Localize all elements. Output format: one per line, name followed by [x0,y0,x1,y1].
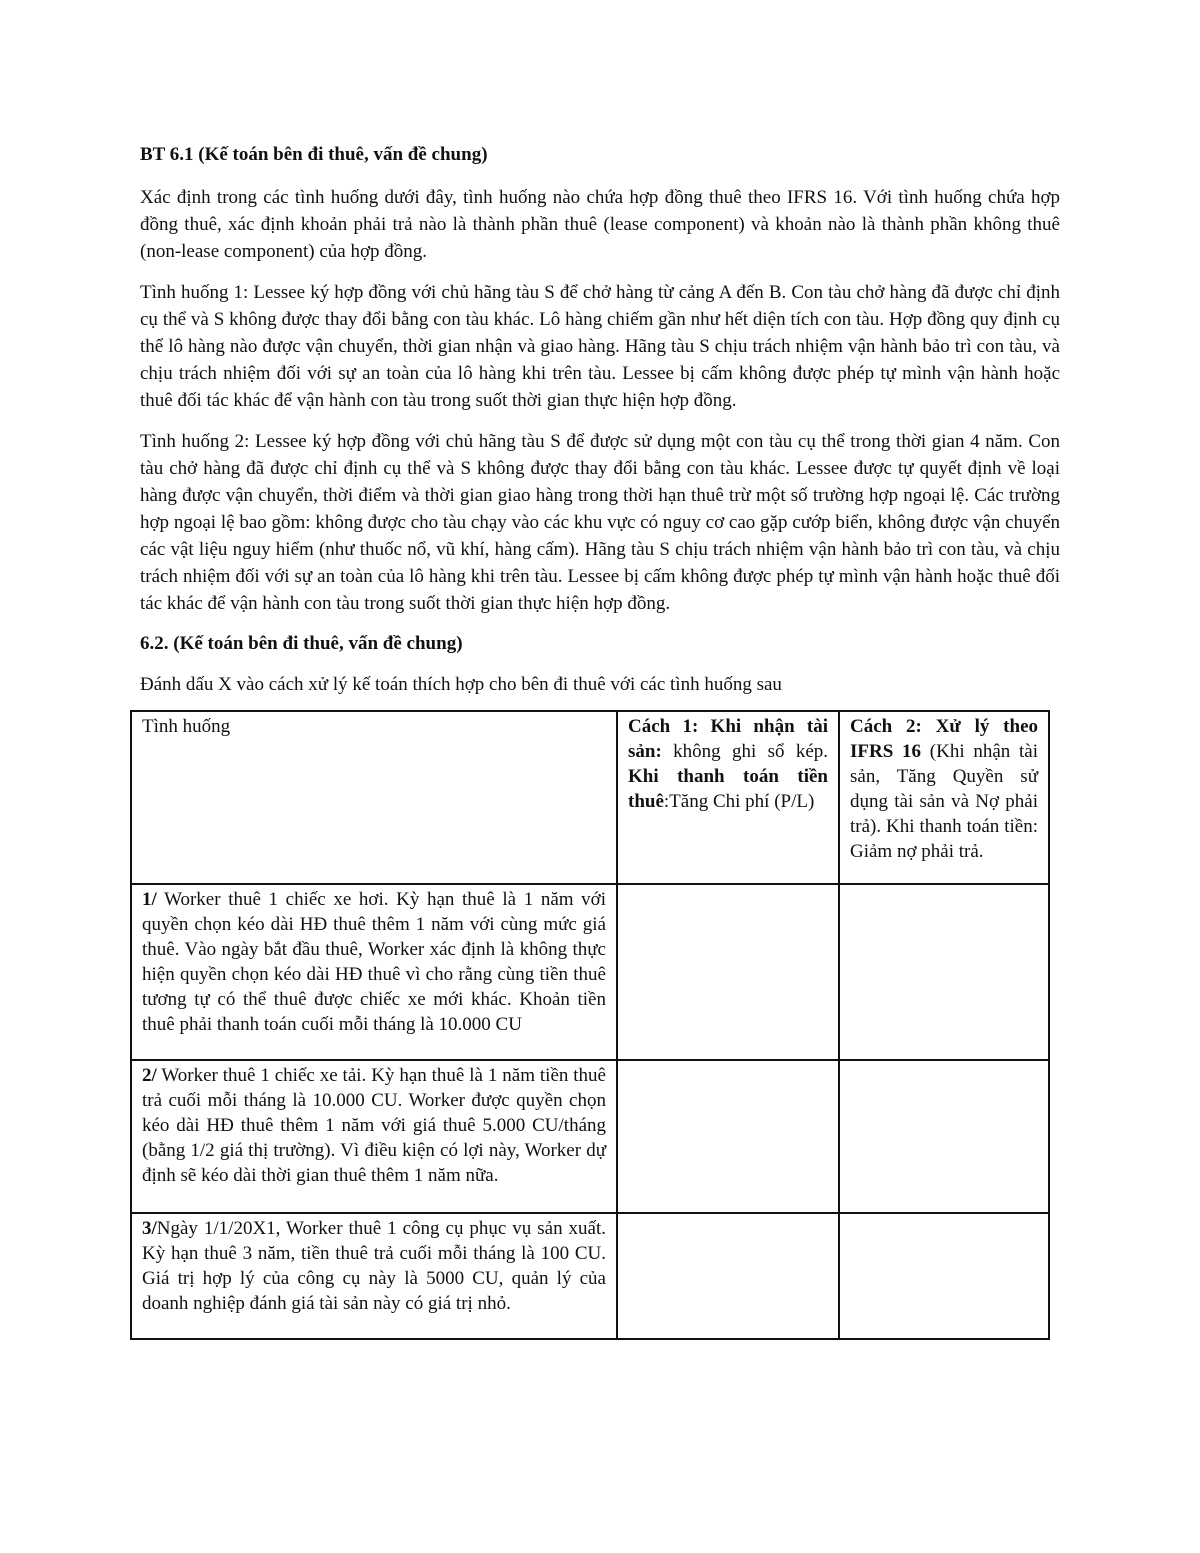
method-2-title: Cách 2: Xử lý theo IFRS 16 [850,716,1038,762]
method-2-description: (Khi nhận tài sản, Tăng Quyền sử dụng tài sản và Nợ phải trả). Khi thanh toán tiền: Giảm nợ phải trả. [850,741,1038,862]
case-description-cell [131,884,617,1060]
method-2-mark-cell[interactable] [839,1213,1049,1339]
method-1-mark-cell[interactable] [617,1213,839,1339]
case-description: Worker thuê 1 chiếc xe hơi. Kỳ hạn thuê là 1 năm với quyền chọn kéo dài HĐ thuê thêm 1 năm với cùng mức giá thuê. Vào ngày bắt đầu thuê, Worker xác định là không thực hiện quyền chọn kéo dài HĐ thuê vì cho rằng cùng tiền thuê tương tự có thể thuê được chiếc xe mới khác. Khoản tiền thuê phải thanh toán cuối mỗi tháng là 10.000 CU [142,889,606,1035]
table-row [131,1060,1049,1213]
method-1-mark-cell[interactable] [617,1060,839,1213]
header-method-1-cell [617,711,839,884]
exercise-6-2-intro: Đánh dấu X vào cách xử lý kế toán thích hợp cho bên đi thuê với các tình huống sau [140,674,782,695]
exercise-6-1-title: BT 6.1 (Kế toán bên đi thuê, vấn đề chung) [140,144,488,165]
method-1-receive-text: không ghi sổ kép. [661,741,828,762]
method-1-mark-cell[interactable] [617,884,839,1060]
table-header-row [131,711,1049,884]
accounting-method-table [130,710,1050,1340]
case-number: 2/ [142,1065,157,1086]
header-case-cell [131,711,617,884]
method-1-payment-text: :Tăng Chi phí (P/L) [663,791,815,812]
case-1-paragraph: Tình huống 1: Lessee ký hợp đồng với chủ hãng tàu S để chở hàng từ cảng A đến B. Con tàu chở hàng đã được chỉ định cụ thể và S không được thay đổi bằng con tàu khác. Lô hàng chiếm gần như hết diện tích con tàu. Hợp đồng quy định cụ thể lô hàng nào được vận chuyển, thời gian nhận và giao hàng. Hãng tàu S chịu trách nhiệm vận hành bảo trì con tàu, và chịu trách nhiệm đối với sự an toàn của lô hàng khi trên tàu. Lessee bị cấm không được phép tự mình vận hành hoặc thuê đối tác khác để vận hành con tàu trong suốt thời gian thực hiện hợp đồng. [140,282,1060,411]
case-description: Ngày 1/1/20X1, Worker thuê 1 công cụ phục vụ sản xuất. Kỳ hạn thuê 3 năm, tiền thuê trả cuối mỗi tháng là 100 CU. Giá trị hợp lý của công cụ này là 5000 CU, quản lý của doanh nghiệp đánh giá tài sản này có giá trị nhỏ. [142,1218,606,1314]
case-description: Worker thuê 1 chiếc xe tải. Kỳ hạn thuê là 1 năm tiền thuê trả cuối mỗi tháng là 10.000 CU. Worker được quyền chọn kéo dài HĐ thuê thêm 1 năm với giá thuê 5.000 CU/tháng (bằng 1/2 giá thị trường). Vì điều kiện có lợi này, Worker dự định sẽ kéo dài thời gian thuê thêm 1 năm nữa. [142,1065,606,1186]
method-2-mark-cell[interactable] [839,1060,1049,1213]
case-description-cell [131,1060,617,1213]
header-method-2-cell [839,711,1049,884]
method-1-payment-title: Khi thanh toán tiền thuê [628,766,828,812]
case-description-cell [131,1213,617,1339]
case-number: 1/ [142,889,157,910]
exercise-6-2-title: 6.2. (Kế toán bên đi thuê, vấn đề chung) [140,633,463,654]
method-1-title: Cách 1: Khi nhận tài sản: [628,716,828,762]
table-row [131,1213,1049,1339]
method-2-mark-cell[interactable] [839,884,1049,1060]
exercise-6-1-intro: Xác định trong các tình huống dưới đây, tình huống nào chứa hợp đồng thuê theo IFRS 16. Với tình huống chứa hợp đồng thuê, xác định khoản phải trả nào là thành phần thuê (lease component) và khoản nào là thành phần không thuê (non-lease component) của hợp đồng. [140,187,1060,262]
case-number: 3/ [142,1218,157,1239]
header-case-label: Tình huống [142,716,231,737]
table-row [131,884,1049,1060]
case-2-paragraph: Tình huống 2: Lessee ký hợp đồng với chủ hãng tàu S để được sử dụng một con tàu cụ thể trong thời gian 4 năm. Con tàu chở hàng đã được chỉ định cụ thể và S không được thay đổi bằng con tàu khác. Lessee được tự quyết định về loại hàng được vận chuyển, thời điểm và thời gian giao hàng trong thời hạn thuê trừ một số trường hợp ngoại lệ. Các trường hợp ngoại lệ bao gồm: không được cho tàu chạy vào các khu vực có nguy cơ cao gặp cướp biển, không được vận chuyển các vật liệu nguy hiểm (như thuốc nổ, vũ khí, hàng cấm). Hãng tàu S chịu trách nhiệm vận hành bảo trì con tàu, và chịu trách nhiệm đối với sự an toàn của lô hàng khi trên tàu. Lessee bị cấm không được phép tự mình vận hành hoặc thuê đối tác khác để vận hành con tàu trong suốt thời gian thực hiện hợp đồng. [140,431,1060,614]
